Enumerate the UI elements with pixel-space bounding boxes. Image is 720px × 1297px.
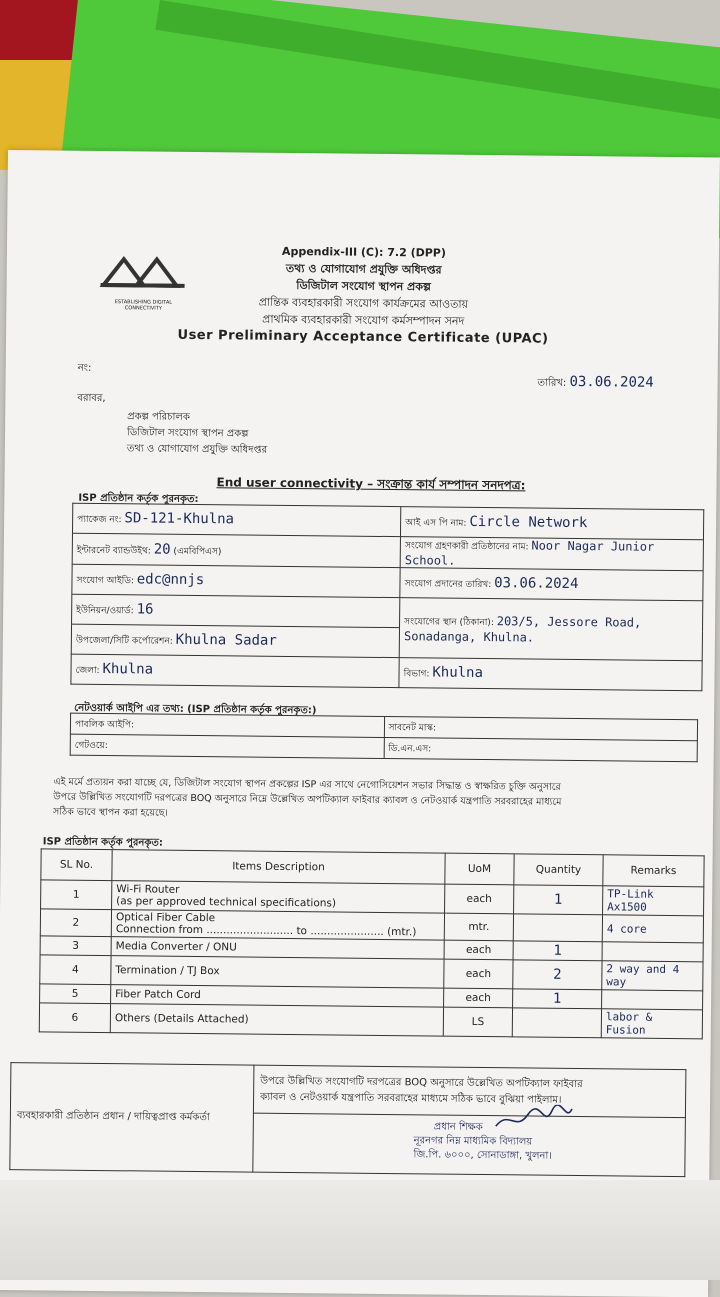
- item-remarks-text: 4 core: [606, 921, 647, 936]
- org-value-1: Noor Nagar Junior: [531, 538, 655, 554]
- table-row: [10, 1063, 685, 1118]
- conn-date-label: সংযোগ প্রদানের তারিখ:: [404, 579, 492, 591]
- user-signature-label: ব্যবহারকারী প্রতিষ্ঠান প্রধান / দায়িত্বপ্রাপ্ত কর্মকর্তা: [16, 1109, 210, 1123]
- subnet-cell: সাবনেট মাস্ক:: [384, 716, 698, 740]
- address-label: সংযোগের স্থান (ঠিকানা):: [404, 616, 494, 628]
- conn-id-cell: [72, 564, 400, 597]
- item-quantity: [513, 960, 602, 990]
- declaration-line-3: সঠিক ভাবে স্থাপন করা হয়েছে।: [53, 806, 169, 819]
- addressee-line-1: প্রকল্প পরিচালক: [127, 411, 190, 423]
- conn-id-value: edc@nnjs: [136, 571, 205, 589]
- bandwidth-value: 20: [153, 541, 171, 558]
- bandwidth-cell: [72, 533, 400, 567]
- acceptance-line-2: ক্যাবল ও নেটওয়ার্ক যন্ত্রপাতি সরবরাহের মাধ্যমে সঠিক ভাবে বুঝিয়া পাইলাম।: [260, 1091, 562, 1106]
- items-table: [39, 848, 705, 1039]
- bandwidth-unit: (এমবিপিএস): [173, 546, 222, 557]
- isp-name-label: আই এস পি নাম:: [405, 518, 467, 529]
- item-description-text: Others (Details Attached): [114, 1012, 249, 1026]
- upazila-value: Khulna Sadar: [175, 631, 277, 649]
- conn-date-cell: [400, 568, 703, 601]
- acceptance-line-1: উপরে উল্লিখিত সংযোগটি দরপত্রের BOQ অনুসারে উল্লেখিত অপটিক্যাল ফাইবার: [260, 1075, 583, 1090]
- item-quantity: [514, 885, 603, 915]
- header-line-4: প্রাথমিক ব্যবহারকারী সংযোগ কর্মসম্পাদন সনদ: [262, 312, 465, 328]
- item-description: [111, 910, 444, 940]
- header-remarks: Remarks: [603, 855, 704, 887]
- stamp-line-1: প্রধান শিক্ষক: [433, 1121, 483, 1134]
- union-label: ইউনিয়ন/ওয়ার্ড:: [76, 605, 134, 617]
- item-uom: [444, 988, 513, 1008]
- address-value-2: Sonadanga, Khulna.: [403, 628, 535, 645]
- signature-table: [9, 1062, 686, 1177]
- header-sl: SL No.: [41, 849, 112, 881]
- item-quantity: [513, 914, 602, 942]
- subject-line: End user connectivity – সংক্রান্ত কার্য সম্পাদন সনদপত্র:: [216, 475, 526, 493]
- isp-name-value: Circle Network: [469, 513, 588, 532]
- document-header: [18, 240, 709, 349]
- item-remarks: [602, 942, 703, 962]
- logo-subtitle: ESTABLISHING DIGITAL CONNECTIVITY: [114, 299, 173, 312]
- item-description-detail: Connection from .......................... to ...................... (mtr.): [115, 923, 417, 939]
- item-sl: [40, 984, 111, 1004]
- org-label: সংযোগ গ্রহণকারী প্রতিষ্ঠানের নাম:: [404, 541, 529, 553]
- header-line-3: প্রান্তিক ব্যবহারকারী সংযোগ কার্যক্রমের আওতায়: [258, 295, 469, 311]
- conn-date-value: 03.06.2024: [494, 575, 579, 592]
- item-remarks-text: TP-Link Ax1500: [607, 887, 654, 914]
- package-value: SD-121-Khulna: [124, 510, 235, 528]
- item-remarks: [602, 961, 703, 991]
- network-info-table: [70, 713, 698, 763]
- user-signature-cell: [10, 1063, 254, 1173]
- item-uom-text: mtr.: [468, 920, 490, 934]
- item-sl-text: 3: [72, 939, 80, 952]
- item-quantity: [512, 1008, 601, 1038]
- division-cell: [399, 658, 702, 691]
- item-sl-text: 5: [71, 987, 79, 1000]
- document-paper: [0, 150, 720, 1297]
- header-description: Items Description: [112, 850, 445, 884]
- upazila-cell: [71, 624, 399, 657]
- item-description-text: Fiber Patch Cord: [115, 988, 201, 1002]
- upazila-label: উপজেলা/সিটি কর্পোরেশন:: [75, 635, 173, 647]
- dns-cell: ডি.এন.এস:: [384, 737, 698, 761]
- division-value: Khulna: [432, 664, 484, 682]
- district-label: জেলা:: [75, 665, 100, 676]
- item-quantity-text: 2: [553, 966, 562, 983]
- items-section-label: ISP প্রতিষ্ঠান কর্তৃক পুরনকৃত:: [42, 836, 163, 849]
- address-value-1: 203/5, Jessore Road,: [496, 613, 642, 630]
- stamp-line-3: জি.পি. ৬০০০, সোনাডাঙ্গা, খুলনা।: [413, 1149, 552, 1162]
- item-quantity-text: 1: [553, 942, 562, 959]
- org-cell: [400, 537, 703, 571]
- gateway-cell: গেটওয়ে:: [70, 734, 384, 758]
- union-value: 16: [136, 601, 154, 618]
- item-uom: [443, 1007, 512, 1037]
- header-quantity: Quantity: [514, 854, 603, 886]
- ref-no-label: নং:: [77, 362, 92, 374]
- appendix-label: Appendix-III (C): 7.2 (DPP): [281, 244, 446, 260]
- item-remarks: [602, 915, 703, 943]
- signature-scribble-icon: [494, 1104, 574, 1135]
- item-description: [112, 881, 445, 913]
- item-sl: [40, 955, 111, 985]
- package-label: প্যাকেজ নং:: [77, 514, 122, 526]
- item-remarks-text: 2 way and 4 way: [606, 962, 680, 989]
- division-label: বিভাগ:: [403, 669, 430, 680]
- stamp-line-2: নূরনগর নিম্ন মাধ্যমিক বিদ্যালয়: [413, 1135, 533, 1148]
- address-cell: [399, 598, 703, 661]
- item-uom-text: each: [465, 967, 492, 981]
- addressee-to: বরাবর,: [77, 392, 106, 405]
- item-sl: [40, 936, 111, 956]
- item-remarks: [602, 990, 703, 1010]
- addressee-line-2: ডিজিটাল সংযোগ স্থাপন প্রকল্প: [126, 427, 249, 440]
- declaration-line-1: এই মর্মে প্রত্যয়ন করা যাচ্ছে যে, ডিজিটাল সংযোগ স্থাপন প্রকল্পের ISP এর সাথে নেগোসিয়েশন সভার সিদ্ধান্ত ও স্বাক্ষরিত চুক্তি অনুসারে: [53, 776, 561, 793]
- date-value: 03.06.2024: [569, 373, 654, 391]
- org-value-2: School.: [404, 553, 456, 568]
- item-uom: [444, 959, 513, 989]
- network-section-label: নেটওয়ার্ক আইপি এর তথ্য: (ISP প্রতিষ্ঠান কর্তৃক পুরনকৃত:): [74, 702, 317, 717]
- date-label: তারিখ:: [537, 377, 567, 389]
- item-sl: [41, 880, 112, 910]
- item-uom-text: each: [466, 892, 492, 906]
- declaration-line-2: উপরে উল্লিখিত সংযোগটি দরপত্রের BOQ অনুসারে নিম্নে উল্লেখিত অপটিক্যাল ফাইবার ক্যাবল ও নেটওয়ার্ক যন্ত্রপাতি সরবরাহের মাধ্যমে: [53, 791, 562, 808]
- declaration-text: [53, 775, 703, 827]
- item-description: [110, 1004, 443, 1036]
- bandwidth-label: ইন্টারনেট ব্যান্ডউইথ:: [76, 545, 151, 557]
- item-description-text: Optical Fiber Cable: [115, 911, 216, 925]
- item-uom-text: each: [465, 943, 492, 957]
- item-uom: [444, 940, 513, 960]
- item-uom: [444, 913, 513, 941]
- item-remarks: [603, 886, 704, 916]
- item-uom-text: LS: [471, 1015, 485, 1029]
- bottom-shadow: [0, 1180, 720, 1280]
- district-cell: [71, 654, 399, 687]
- item-remarks: [601, 1009, 702, 1039]
- public-ip-cell: পাবলিক আইপি:: [70, 713, 384, 737]
- district-value: Khulna: [102, 661, 154, 678]
- item-quantity: [513, 989, 602, 1009]
- item-description-text: Wi-Fi Router: [116, 883, 180, 896]
- acceptance-text-cell: [253, 1065, 685, 1118]
- item-sl-text: 2: [72, 916, 80, 929]
- header-uom: UoM: [445, 853, 514, 885]
- item-description-text: Termination / TJ Box: [115, 964, 220, 978]
- date-field: [537, 374, 653, 394]
- header-line-2: ডিজিটাল সংযোগ স্থাপন প্রকল্প: [296, 279, 431, 294]
- header-line-1: তথ্য ও যোগাযোগ প্রযুক্তি অধিদপ্তর: [285, 261, 442, 277]
- addressee-block: [127, 409, 268, 458]
- conn-id-label: সংযোগ আইডি:: [76, 575, 134, 587]
- document-page: [16, 240, 709, 1162]
- package-cell: [72, 503, 400, 536]
- item-sl-text: 1: [72, 888, 80, 901]
- item-description: [111, 956, 444, 988]
- item-sl-text: 4: [72, 963, 79, 976]
- table-row: [39, 1003, 702, 1039]
- connection-info-table: [70, 503, 704, 692]
- table-row: [71, 654, 702, 691]
- item-description-detail: (as per approved technical specifications): [116, 895, 337, 910]
- item-quantity: [513, 941, 602, 961]
- item-uom: [445, 884, 514, 914]
- item-uom-text: each: [465, 991, 491, 1005]
- item-description-text: Media Converter / ONU: [115, 940, 237, 954]
- item-sl: [39, 1003, 110, 1033]
- isp-name-cell: [401, 507, 704, 540]
- document-title: User Preliminary Acceptance Certificate (UPAC): [177, 327, 549, 347]
- stamp-cell: [253, 1113, 686, 1177]
- item-sl-text: 6: [71, 1011, 79, 1024]
- addressee-line-3: তথ্য ও যোগাযোগ প্রযুক্তি অধিদপ্তর: [126, 443, 268, 456]
- item-remarks-text: labor & Fusion: [605, 1010, 653, 1037]
- union-cell: [72, 594, 400, 627]
- item-sl: [40, 909, 111, 937]
- item-quantity-text: 1: [553, 891, 563, 908]
- isp-section-label: ISP প্রতিষ্ঠান কর্তৃক পুরনকৃত:: [78, 492, 199, 506]
- item-quantity-text: 1: [552, 990, 562, 1007]
